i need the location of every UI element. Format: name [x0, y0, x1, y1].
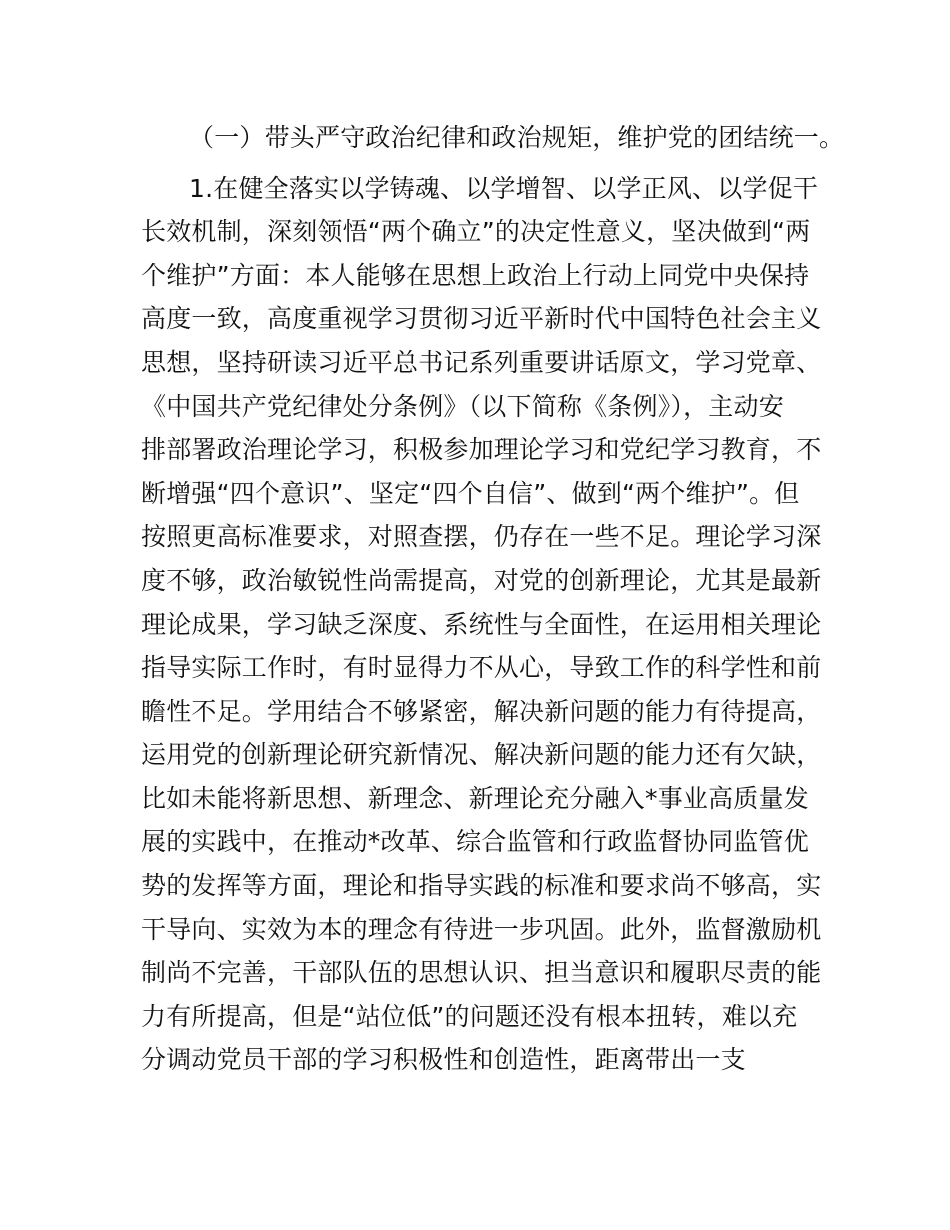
paragraph-line: 《中国共产党纪律处分条例》（以下简称《条例》），主动安 — [141, 392, 784, 421]
paragraph-line: 按照更高标准要求，对照查摆，仍存在一些不足。理论学习深 — [141, 522, 822, 551]
paragraph-line: 比如未能将新思想、新理念、新理论充分融入*事业高质量发 — [141, 784, 809, 813]
section-heading: （一）带头严守政治纪律和政治规矩，维护党的团结统一。 — [189, 123, 845, 152]
paragraph-line: 瞻性不足。学用结合不够紧密，解决新问题的能力有待提高， — [141, 697, 822, 726]
paragraph-line: 个维护”方面：本人能够在思想上政治上行动上同党中央保持 — [141, 261, 810, 290]
paragraph-line: 指导实际工作时，有时显得力不从心，导致工作的科学性和前 — [141, 653, 822, 682]
paragraph-line: 长效机制，深刻领悟“两个确立”的决定性意义，坚决做到“两 — [141, 217, 811, 246]
paragraph-line: 展的实践中，在推动*改革、综合监管和行政监督协同监管优 — [141, 827, 809, 856]
paragraph-line: 思想，坚持研读习近平总书记系列重要讲话原文，学习党章、 — [141, 348, 822, 377]
paragraph-line: 力有所提高，但是“站位低”的问题还没有根本扭转，难以充 — [141, 1002, 798, 1031]
paragraph-line: 断增强“四个意识”、坚定“四个自信”、做到“两个维护”。但 — [141, 479, 800, 508]
paragraph-line: 理论成果，学习缺乏深度、系统性与全面性，在运用相关理论 — [141, 610, 822, 639]
paragraph-line: 排部署政治理论学习，积极参加理论学习和党纪学习教育，不 — [141, 435, 822, 464]
paragraph-line: 干导向、实效为本的理念有待进一步巩固。此外，监督激励机 — [141, 915, 822, 944]
paragraph-line: 高度一致，高度重视学习贯彻习近平新时代中国特色社会主义 — [141, 304, 822, 333]
paragraph-line: 1.在健全落实以学铸魂、以学增智、以学正风、以学促干 — [189, 174, 819, 203]
paragraph-line: 运用党的创新理论研究新情况、解决新问题的能力还有欠缺， — [141, 740, 822, 769]
paragraph-line: 度不够，政治敏锐性尚需提高，对党的创新理论，尤其是最新 — [141, 566, 822, 595]
paragraph-line: 分调动党员干部的学习积极性和创造性，距离带出一支 — [141, 1045, 746, 1074]
paragraph-line: 势的发挥等方面，理论和指导实践的标准和要求尚不够高，实 — [141, 871, 822, 900]
paragraph-line: 制尚不完善，干部队伍的思想认识、担当意识和履职尽责的能 — [141, 958, 822, 987]
